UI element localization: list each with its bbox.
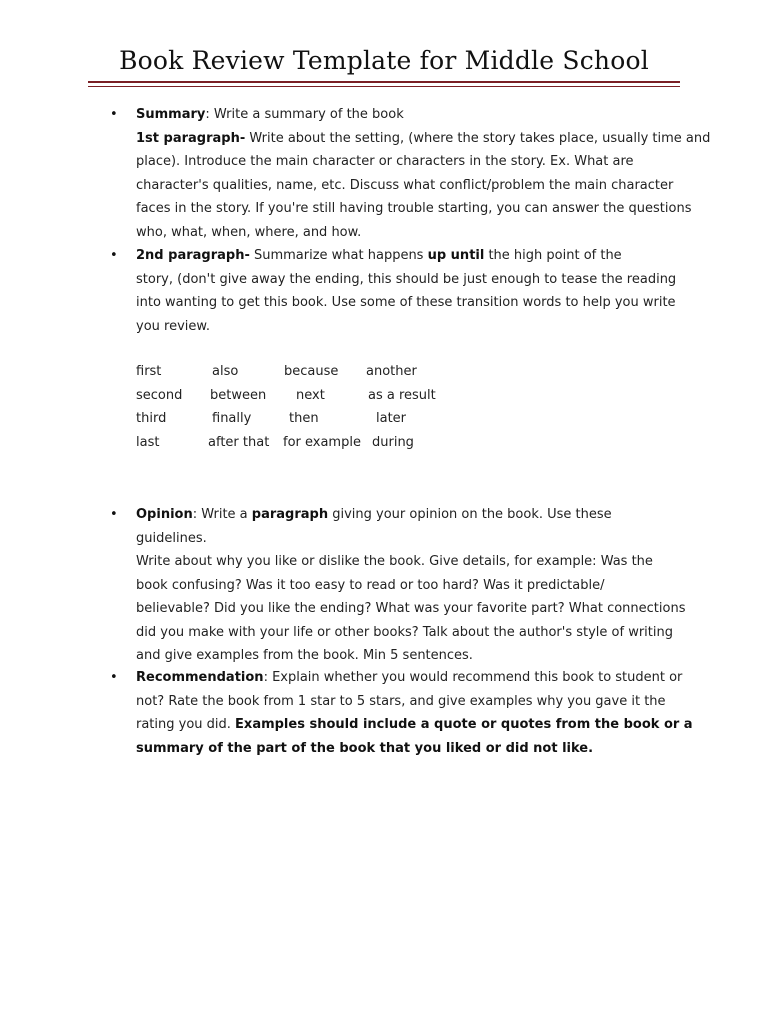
second-line-1: into wanting to get this book. Use some of these transition words to help you write [136, 295, 676, 310]
transition-word: for example [283, 434, 361, 450]
title-rule-thick [88, 81, 680, 83]
recommendation-heading-line [136, 666, 696, 690]
transition-word: as a result [368, 387, 436, 403]
recommendation-line-4: summary of the part of the book that you liked or did not like. [136, 740, 594, 756]
transition-words-grid [136, 360, 466, 454]
second-line-2: you review. [136, 318, 210, 334]
opinion-label: Opinion [136, 507, 193, 522]
second-text-b: the high point of the [484, 248, 622, 263]
recommendation-line-3 [136, 713, 696, 737]
second-paragraph-section [136, 244, 696, 338]
transition-word: last [136, 434, 160, 450]
recommendation-text-a: : Explain whether you would recommend this book to student or [263, 670, 683, 685]
transition-word: next [296, 387, 325, 403]
opinion-bold-mid: paragraph [251, 507, 329, 522]
transition-word: later [376, 411, 407, 426]
second-bold-mid: up until [427, 248, 485, 263]
opinion-text-b: giving your opinion on the book. Use these [328, 507, 612, 522]
transition-word: another [366, 364, 417, 379]
opinion-line-2: book confusing? Was it too easy to read or too hard? Was it predictable/ [136, 577, 605, 593]
second-label: 2nd paragraph- [136, 248, 250, 263]
transition-row [136, 407, 466, 431]
second-heading-line [136, 244, 696, 268]
recommendation-line-2: not? Rate the book from 1 star to 5 stars, and give examples why you gave it the [136, 693, 666, 709]
page-title: Book Review Template for Middle School [119, 46, 649, 75]
opinion-line-3: believable? Did you like the ending? What was your favorite part? What connections [136, 601, 686, 616]
summary-heading-line [136, 103, 696, 127]
opinion-text-a: : Write a [192, 507, 252, 522]
opinion-line-4: did you make with your life or other books? Talk about the author's style of writing [136, 624, 673, 640]
bullet-opinion: • [110, 507, 118, 522]
p1-text-0: Write about the setting, (where the story takes place, usually time and [245, 130, 711, 146]
second-line-0: story, (don't give away the ending, this should be just enough to tease the reading [136, 271, 677, 287]
opinion-section [136, 503, 696, 668]
opinion-line-0: guidelines. [136, 530, 207, 546]
transition-word: first [136, 364, 162, 379]
transition-word: third [136, 411, 167, 426]
opinion-line-1: Write about why you like or dislike the book. Give details, for example: Was the [136, 554, 653, 569]
recommendation-line3-text: rating you did. [136, 717, 236, 732]
transition-row [136, 360, 466, 384]
p1-line-1: place). Introduce the main character or characters in the story. Ex. What are [136, 154, 634, 169]
bullet-second: • [110, 248, 118, 263]
summary-label: Summary [136, 107, 206, 122]
bullet-recommendation: • [110, 670, 118, 685]
recommendation-line3-bold: Examples should include a quote or quotes from the book or a [235, 717, 693, 732]
transition-word: also [212, 364, 239, 379]
transition-row [136, 384, 466, 408]
p1-label: 1st paragraph- [136, 130, 246, 146]
p1-line-0 [136, 127, 711, 151]
summary-section [136, 103, 711, 244]
recommendation-section [136, 666, 696, 760]
summary-text: : Write a summary of the book [205, 107, 404, 122]
bullet-summary: • [110, 107, 118, 122]
transition-word: because [284, 364, 339, 379]
p1-line-4: who, what, when, where, and how. [136, 224, 362, 240]
opinion-heading-line [136, 503, 696, 527]
p1-line-2: character's qualities, name, etc. Discuss what conflict/problem the main character [136, 177, 674, 193]
transition-word: finally [212, 411, 252, 426]
transition-word: during [372, 434, 414, 450]
p1-line-3: faces in the story. If you're still having trouble starting, you can answer the questions [136, 201, 692, 216]
title-rule-thin [88, 86, 680, 87]
transition-word: then [289, 411, 319, 426]
transition-word: between [210, 387, 267, 403]
transition-word: after that [208, 434, 270, 450]
second-text-a: Summarize what happens [249, 248, 428, 263]
transition-word: second [136, 387, 183, 403]
recommendation-label: Recommendation [136, 670, 264, 685]
transition-row [136, 431, 466, 455]
opinion-line-5: and give examples from the book. Min 5 sentences. [136, 648, 473, 663]
